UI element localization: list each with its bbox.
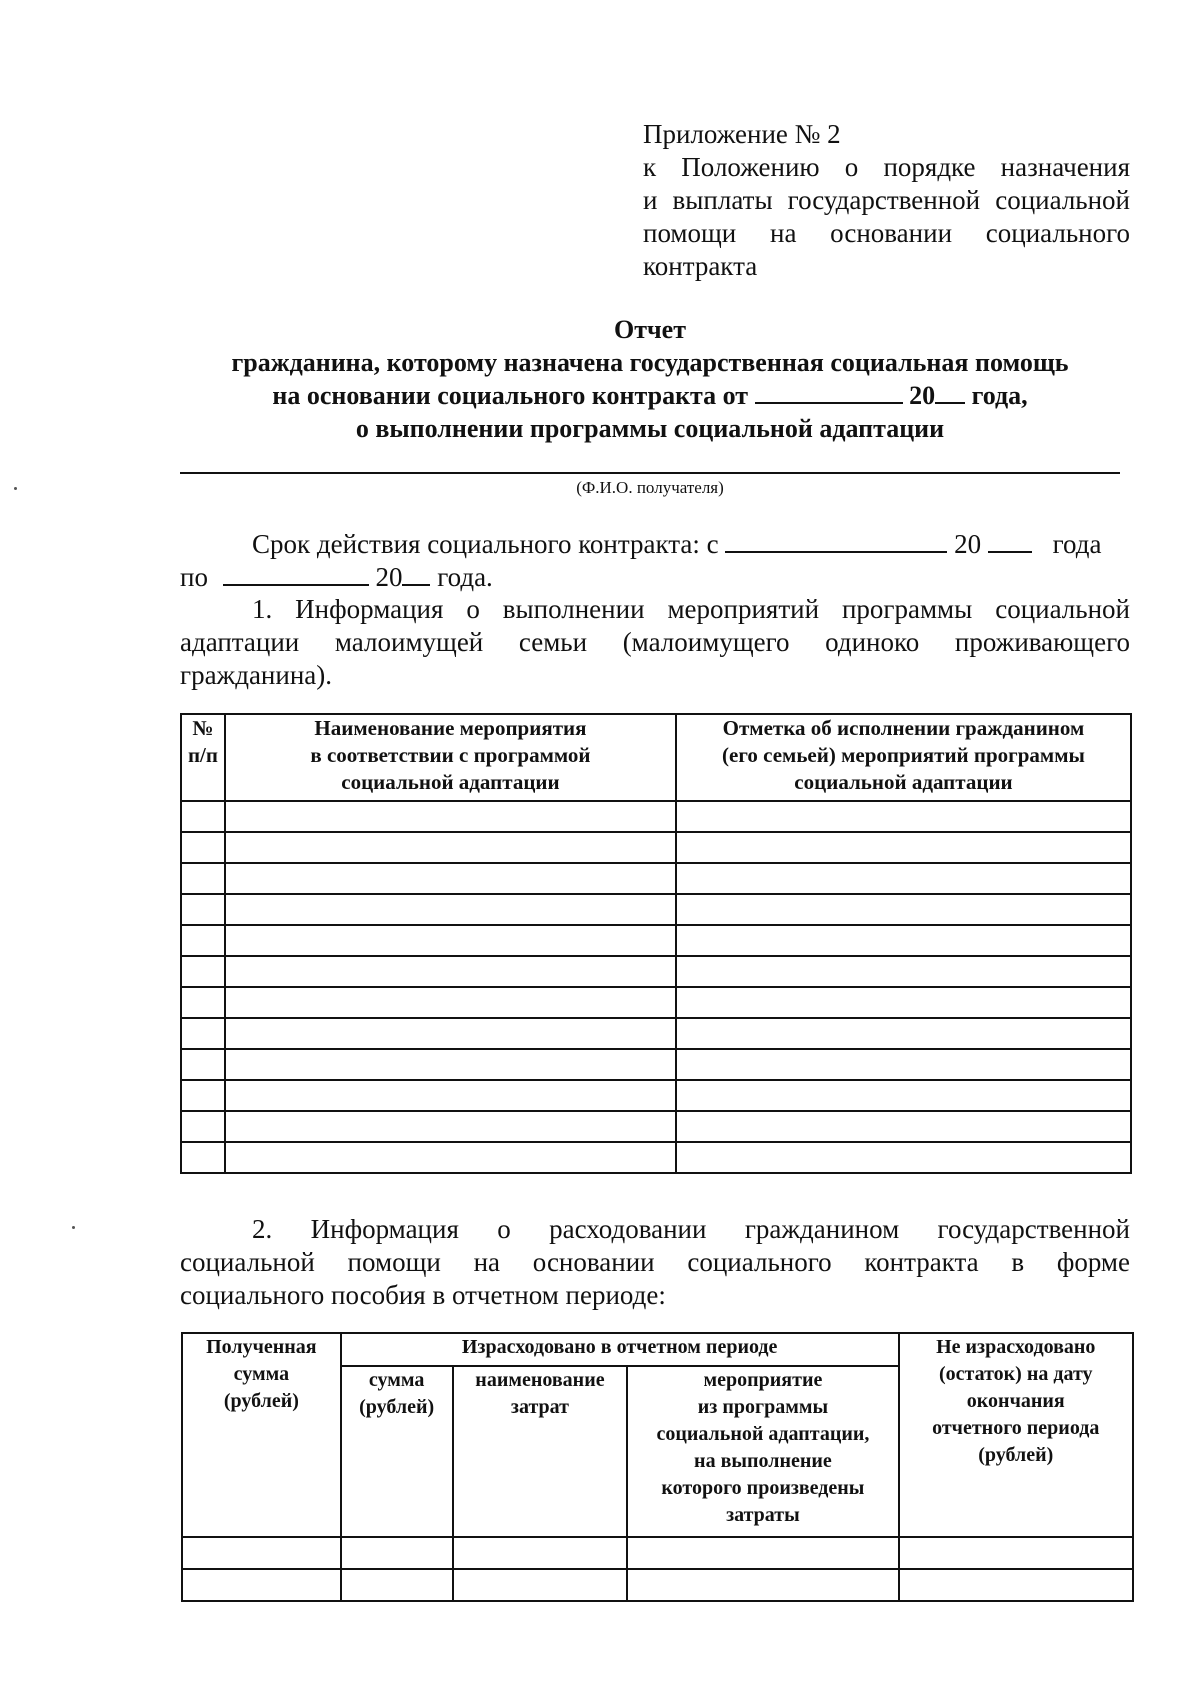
table-row [181, 987, 1131, 1018]
appendix-number: Приложение № 2 [643, 119, 841, 149]
term-year-prefix: 20 [954, 529, 982, 559]
col-received-line-3: (рублей) [223, 1390, 299, 1412]
col-unspent-line-5: (рублей) [978, 1444, 1054, 1466]
report-title [170, 313, 1130, 445]
col-cost-name-header [453, 1366, 628, 1537]
table-cell[interactable] [225, 832, 676, 863]
col-unspent-header [899, 1333, 1133, 1537]
col-received-header [182, 1333, 341, 1537]
term-end-blank[interactable] [223, 560, 369, 586]
table-cell[interactable] [676, 832, 1131, 863]
col-unspent-line-4: отчетного периода [932, 1417, 1100, 1439]
col-sum-header [341, 1366, 453, 1537]
title-line-3-end: года, [971, 381, 1028, 410]
col-sum-line-1: сумма [368, 1369, 425, 1391]
table-row [182, 1537, 1133, 1569]
contract-year-blank[interactable] [935, 380, 965, 404]
activities-table [180, 713, 1132, 1174]
table-row [181, 832, 1131, 863]
title-line-3 [170, 379, 1130, 412]
title-line-2: гражданина, которому назначена государственная социальная помощь [231, 348, 1069, 377]
title-line-3-start: на основании социального контракта от [272, 381, 749, 410]
table-cell[interactable] [899, 1537, 1133, 1569]
table-cell[interactable] [225, 1018, 676, 1049]
term-line-1 [252, 527, 1101, 561]
table-row [182, 1569, 1133, 1601]
table-cell[interactable] [627, 1537, 898, 1569]
term-to-label: по [180, 562, 208, 592]
title-line-4: о выполнении программы социальной адаптации [355, 414, 945, 443]
col-event-line-5: которого произведены [661, 1477, 865, 1499]
table-cell[interactable] [181, 956, 225, 987]
table-cell[interactable] [453, 1537, 628, 1569]
table-cell[interactable] [181, 1018, 225, 1049]
table-cell[interactable] [181, 801, 225, 832]
term-line-2 [180, 560, 493, 594]
term-to-year: 20 [375, 562, 403, 592]
table-cell[interactable] [182, 1537, 341, 1569]
appendix-header [643, 118, 1130, 283]
col-mark-header [676, 714, 1131, 801]
table-cell[interactable] [225, 925, 676, 956]
table-cell[interactable] [181, 832, 225, 863]
table-cell[interactable] [225, 863, 676, 894]
table-row [181, 863, 1131, 894]
col-event-line-2: из программы [697, 1396, 829, 1418]
title-heading: Отчет [614, 315, 686, 344]
table-cell[interactable] [225, 987, 676, 1018]
table-cell[interactable] [225, 1049, 676, 1080]
col-cost-name-line-2: затрат [510, 1396, 569, 1418]
table-cell[interactable] [676, 1142, 1131, 1173]
table-row [181, 956, 1131, 987]
table-cell[interactable] [676, 987, 1131, 1018]
table-cell[interactable] [676, 863, 1131, 894]
col-mark-line-2: (его семьей) мероприятий программы [722, 743, 1085, 767]
section-2-line-2: социальной помощи на основании социального контракта в форме [180, 1247, 1130, 1277]
col-number-line-2: п/п [187, 743, 218, 767]
fio-caption: (Ф.И.О. получателя) [576, 478, 724, 497]
table-cell[interactable] [341, 1569, 453, 1601]
table-cell[interactable] [181, 894, 225, 925]
col-event-header [627, 1366, 898, 1537]
table-cell[interactable] [225, 801, 676, 832]
title-year-prefix: 20 [909, 381, 936, 410]
term-year-word: года [1052, 529, 1102, 559]
table-cell[interactable] [676, 1049, 1131, 1080]
section-1-text [180, 593, 1130, 692]
term-end-year-blank[interactable] [402, 560, 430, 586]
table-cell[interactable] [676, 956, 1131, 987]
col-unspent-line-2: (остаток) на дату [939, 1363, 1093, 1385]
contract-date-blank[interactable] [755, 380, 903, 404]
table-cell[interactable] [676, 1080, 1131, 1111]
table-cell[interactable] [676, 925, 1131, 956]
table-cell[interactable] [225, 956, 676, 987]
col-event-line-1: мероприятие [703, 1369, 823, 1391]
appendix-ref-line-3: помощи на основании социального [643, 218, 1130, 248]
table-row [181, 925, 1131, 956]
table-cell[interactable] [225, 894, 676, 925]
table-cell[interactable] [181, 987, 225, 1018]
term-start-year-blank[interactable] [988, 527, 1032, 553]
section-2-line-1: 2. Информация о расходовании гражданином государственной [252, 1214, 1130, 1244]
table-cell[interactable] [341, 1537, 453, 1569]
col-mark-line-3: социальной адаптации [794, 770, 1013, 794]
col-received-line-2: сумма [233, 1363, 290, 1385]
table-row [181, 801, 1131, 832]
section-1-line-1: 1. Информация о выполнении мероприятий программы социальной [252, 594, 1130, 624]
appendix-ref-line-4: контракта [643, 251, 758, 281]
col-event-line-4: на выполнение [694, 1450, 832, 1472]
appendix-ref-line-1: к Положению о порядке назначения [643, 152, 1130, 182]
table-cell[interactable] [676, 1018, 1131, 1049]
col-mark-line-1: Отметка об исполнении гражданином [722, 716, 1085, 740]
col-unspent-line-1: Не израсходовано [936, 1336, 1096, 1358]
col-activity-line-1: Наименование мероприятия [314, 716, 587, 740]
table-row [181, 1111, 1131, 1142]
section-1-line-2: адаптации малоимущей семьи (малоимущего одиноко проживающего [180, 627, 1130, 657]
col-activity-header [225, 714, 676, 801]
col-sum-line-2: (рублей) [359, 1396, 435, 1418]
table-cell[interactable] [181, 925, 225, 956]
fio-input-line[interactable] [180, 472, 1120, 474]
col-unspent-line-3: окончания [966, 1390, 1065, 1412]
col-event-line-6: затраты [726, 1504, 800, 1526]
table-cell[interactable] [182, 1569, 341, 1601]
col-received-line-1: Полученная [206, 1336, 317, 1358]
expenses-table [181, 1332, 1134, 1602]
table-row [181, 1142, 1131, 1173]
table-cell[interactable] [676, 1111, 1131, 1142]
col-number-header [181, 714, 225, 801]
table-cell[interactable] [225, 1080, 676, 1111]
table-cell[interactable] [181, 1049, 225, 1080]
term-start-blank[interactable] [725, 527, 947, 553]
table-cell[interactable] [676, 801, 1131, 832]
table-cell[interactable] [181, 1142, 225, 1173]
col-activity-line-3: социальной адаптации [341, 770, 560, 794]
section-2-line-3: социального пособия в отчетном периоде: [180, 1280, 666, 1310]
table-cell[interactable] [453, 1569, 628, 1601]
appendix-ref-line-2: и выплаты государственной социальной [643, 185, 1130, 215]
table-cell[interactable] [181, 1080, 225, 1111]
term-label: Срок действия социального контракта: с [252, 529, 719, 559]
table-cell[interactable] [181, 1111, 225, 1142]
table-cell[interactable] [225, 1111, 676, 1142]
table-row [181, 1049, 1131, 1080]
table-cell[interactable] [627, 1569, 898, 1601]
col-spent-group-header: Израсходовано в отчетном периоде [341, 1333, 899, 1366]
table-cell[interactable] [676, 894, 1131, 925]
col-number-line-1: № [192, 716, 214, 740]
table-row [181, 1080, 1131, 1111]
scan-speck [72, 1226, 75, 1229]
expenses-table-header-row-1 [182, 1333, 1133, 1366]
activities-table-header [181, 714, 1131, 801]
term-to-end: года. [437, 562, 493, 592]
col-event-line-3: социальной адаптации, [656, 1423, 870, 1445]
scan-speck [14, 487, 17, 490]
table-cell[interactable] [181, 863, 225, 894]
table-cell[interactable] [899, 1569, 1133, 1601]
col-activity-line-2: в соответствии с программой [310, 743, 591, 767]
section-2-text [180, 1213, 1130, 1312]
table-row [181, 894, 1131, 925]
table-cell[interactable] [225, 1142, 676, 1173]
section-1-line-3: гражданина). [180, 660, 333, 690]
table-row [181, 1018, 1131, 1049]
col-cost-name-line-1: наименование [475, 1369, 605, 1391]
